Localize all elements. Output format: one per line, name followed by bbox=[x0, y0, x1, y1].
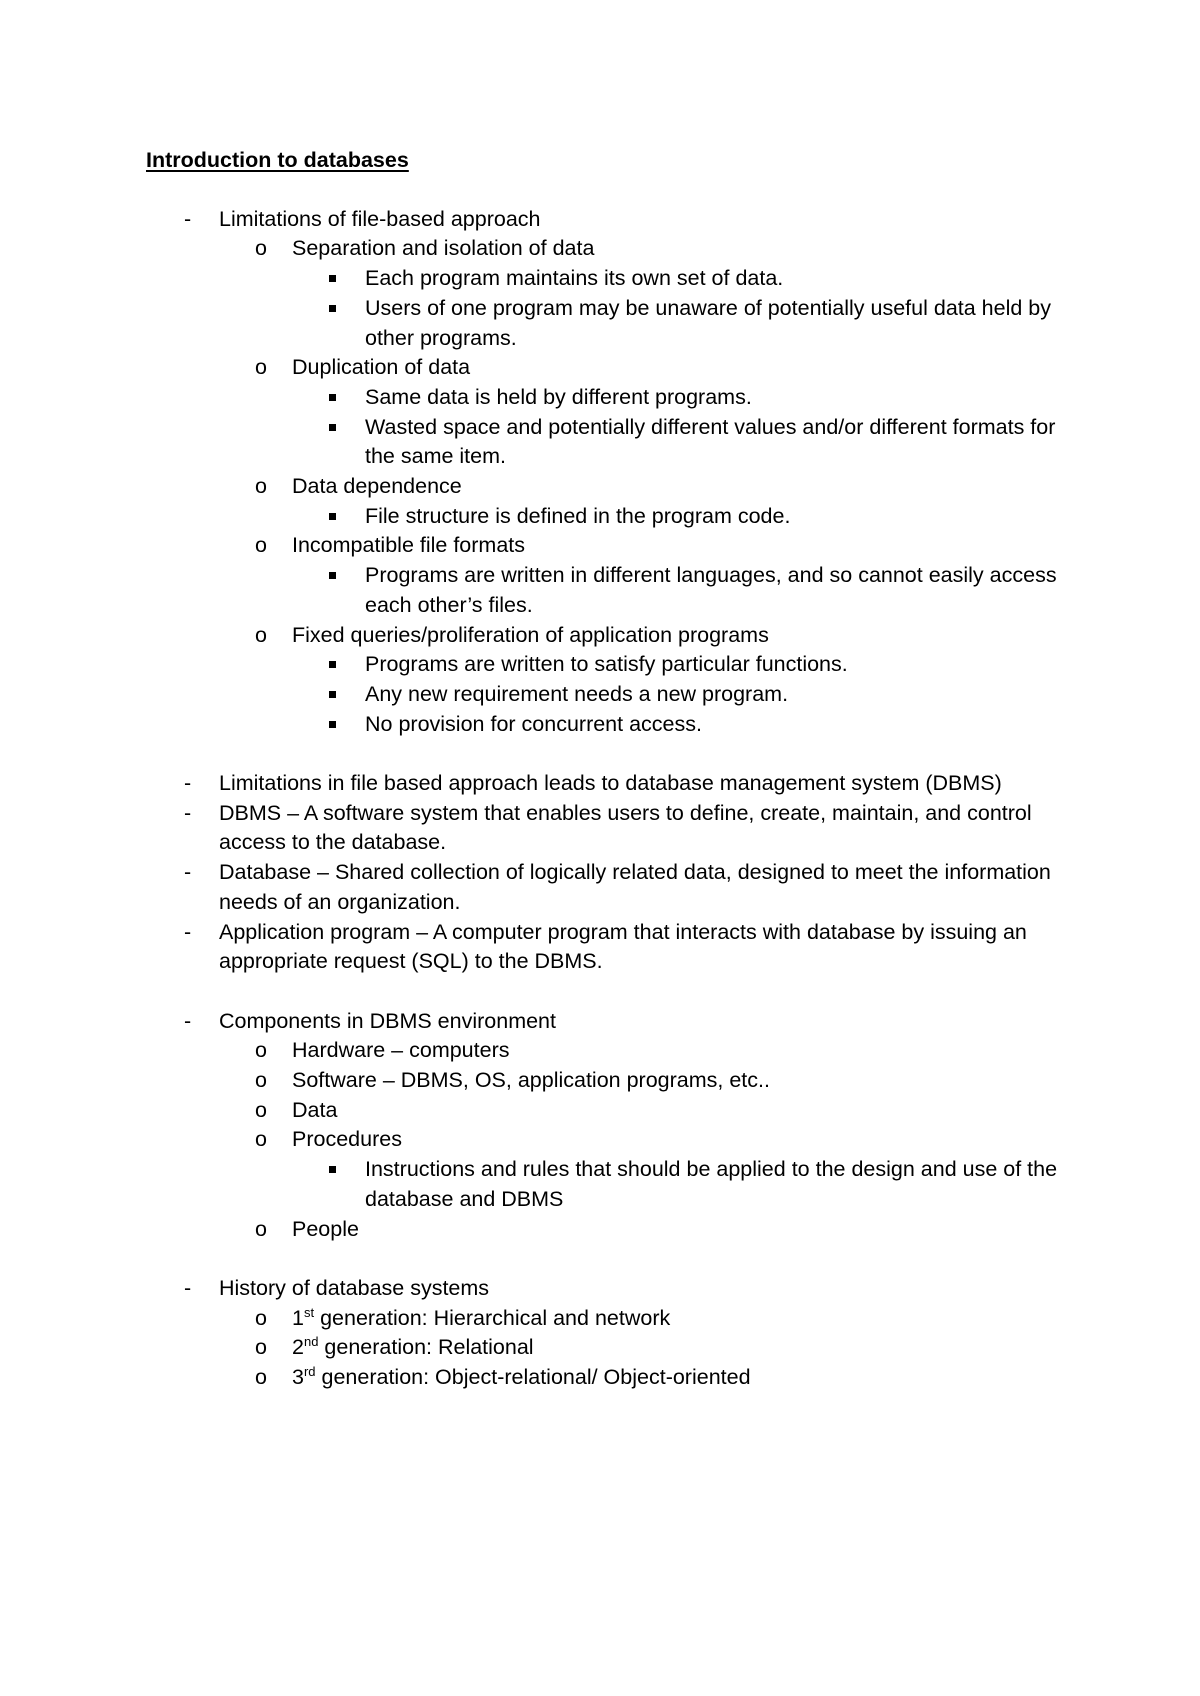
circle-bullet: o bbox=[255, 1097, 267, 1122]
list-item-text: Instructions and rules that should be applied to the design and use of the database and DBMS bbox=[365, 1157, 1058, 1211]
list-item-text: Procedures bbox=[292, 1127, 402, 1152]
square-bullet-icon bbox=[329, 305, 336, 312]
dash-bullet: - bbox=[184, 919, 192, 944]
circle-bullet: o bbox=[255, 1068, 267, 1093]
circle-bullet: o bbox=[255, 1127, 267, 1152]
circle-bullet: o bbox=[255, 474, 267, 499]
list-item-text: generation: Object-relational/ Object-oriented bbox=[315, 1365, 751, 1390]
square-bullet-icon bbox=[329, 394, 336, 401]
dash-bullet: - bbox=[184, 800, 192, 825]
circle-bullet: o bbox=[255, 1216, 267, 1241]
circle-bullet: o bbox=[255, 236, 267, 261]
list-item-text: Hardware – computers bbox=[292, 1038, 510, 1063]
list-item-text: Application program – A computer program that interacts with database by issuing an appropriate request (SQL) to the DBMS. bbox=[219, 919, 1027, 974]
list-item bbox=[146, 680, 1086, 710]
list-item bbox=[146, 1155, 1086, 1214]
dash-bullet: - bbox=[184, 206, 192, 231]
list-item-text: Separation and isolation of data bbox=[292, 236, 595, 261]
circle-bullet: o bbox=[255, 1038, 267, 1063]
circle-bullet: o bbox=[255, 1365, 267, 1390]
square-bullet-icon bbox=[329, 572, 336, 579]
list-item bbox=[146, 205, 1086, 235]
list-item-text: Programs are written in different languages, and so cannot easily access each other’s files. bbox=[365, 563, 1057, 617]
document-body bbox=[146, 146, 1086, 1393]
list-item bbox=[146, 769, 1086, 799]
list-item-text: Data dependence bbox=[292, 474, 462, 499]
list-item bbox=[146, 621, 1086, 651]
list-item-text: Same data is held by different programs. bbox=[365, 384, 752, 409]
list-item bbox=[146, 234, 1086, 264]
list-item bbox=[146, 858, 1086, 917]
list-item-text: Database – Shared collection of logically related data, designed to meet the information needs of an organization. bbox=[219, 860, 1051, 914]
list-item bbox=[146, 710, 1086, 740]
square-bullet-icon bbox=[329, 661, 336, 668]
spacer bbox=[146, 977, 1086, 1007]
list-item bbox=[146, 1304, 1086, 1334]
circle-bullet: o bbox=[255, 1335, 267, 1360]
spacer bbox=[146, 1244, 1086, 1274]
list-item-text: File structure is defined in the program code. bbox=[365, 503, 791, 528]
list-item-text: Programs are written to satisfy particular functions. bbox=[365, 652, 848, 677]
list-item bbox=[146, 1096, 1086, 1126]
generation-number: 3 bbox=[292, 1365, 304, 1390]
list-item bbox=[146, 264, 1086, 294]
square-bullet-icon bbox=[329, 691, 336, 698]
list-item-text: History of database systems bbox=[219, 1275, 490, 1300]
square-bullet-icon bbox=[329, 275, 336, 282]
list-item bbox=[146, 1333, 1086, 1363]
list-item bbox=[146, 561, 1086, 620]
dash-bullet: - bbox=[184, 1008, 192, 1033]
list-item-text: Any new requirement needs a new program. bbox=[365, 681, 789, 706]
square-bullet-icon bbox=[329, 513, 336, 520]
list-item-text: Components in DBMS environment bbox=[219, 1008, 556, 1033]
circle-bullet: o bbox=[255, 355, 267, 380]
list-item-text: Each program maintains its own set of data. bbox=[365, 266, 784, 291]
dash-bullet: - bbox=[184, 860, 192, 885]
list-item bbox=[146, 650, 1086, 680]
dash-bullet: - bbox=[184, 771, 192, 796]
list-item bbox=[146, 472, 1086, 502]
generation-number: 1 bbox=[292, 1305, 304, 1330]
list-item bbox=[146, 799, 1086, 858]
list-item-text: Incompatible file formats bbox=[292, 533, 526, 558]
list-item bbox=[146, 531, 1086, 561]
list-item-text: No provision for concurrent access. bbox=[365, 711, 702, 736]
spacer bbox=[146, 739, 1086, 769]
list-item-text: Fixed queries/proliferation of application programs bbox=[292, 622, 769, 647]
list-item bbox=[146, 353, 1086, 383]
list-item bbox=[146, 1007, 1086, 1037]
list-item-text: DBMS – A software system that enables users to define, create, maintain, and control access to the database. bbox=[219, 800, 1032, 855]
list-item bbox=[146, 1215, 1086, 1245]
list-item-text: Limitations of file-based approach bbox=[219, 206, 541, 231]
square-bullet-icon bbox=[329, 1166, 336, 1173]
list-item-text: Duplication of data bbox=[292, 355, 471, 380]
list-item bbox=[146, 1066, 1086, 1096]
square-bullet-icon bbox=[329, 721, 336, 728]
list-item-text: People bbox=[292, 1216, 359, 1241]
list-item-text: Limitations in file based approach leads to database management system (DBMS) bbox=[219, 771, 1002, 796]
list-item bbox=[146, 1363, 1086, 1393]
list-item bbox=[146, 1274, 1086, 1304]
list-item-text: Users of one program may be unaware of potentially useful data held by other programs. bbox=[365, 295, 1052, 350]
circle-bullet: o bbox=[255, 533, 267, 558]
list-item bbox=[146, 1125, 1086, 1155]
square-bullet-icon bbox=[329, 424, 336, 431]
list-item-text: Data bbox=[292, 1097, 338, 1122]
list-item bbox=[146, 383, 1086, 413]
generation-number: 2 bbox=[292, 1335, 304, 1360]
ordinal-suffix: rd bbox=[303, 1363, 316, 1379]
list-item bbox=[146, 294, 1086, 353]
page-title: Introduction to databases bbox=[146, 148, 409, 172]
list-item-text: generation: Hierarchical and network bbox=[314, 1305, 671, 1330]
list-item-text: Software – DBMS, OS, application programs, etc.. bbox=[292, 1068, 770, 1093]
dash-bullet: - bbox=[184, 1275, 192, 1300]
list-item bbox=[146, 918, 1086, 977]
ordinal-suffix: nd bbox=[303, 1334, 319, 1350]
list-item bbox=[146, 502, 1086, 532]
ordinal-suffix: st bbox=[303, 1304, 315, 1320]
circle-bullet: o bbox=[255, 1305, 267, 1330]
circle-bullet: o bbox=[255, 622, 267, 647]
list-item bbox=[146, 1036, 1086, 1066]
list-item-text: generation: Relational bbox=[318, 1335, 534, 1360]
list-item bbox=[146, 413, 1086, 472]
list-item-text: Wasted space and potentially different values and/or different formats for the same item. bbox=[365, 414, 1056, 469]
